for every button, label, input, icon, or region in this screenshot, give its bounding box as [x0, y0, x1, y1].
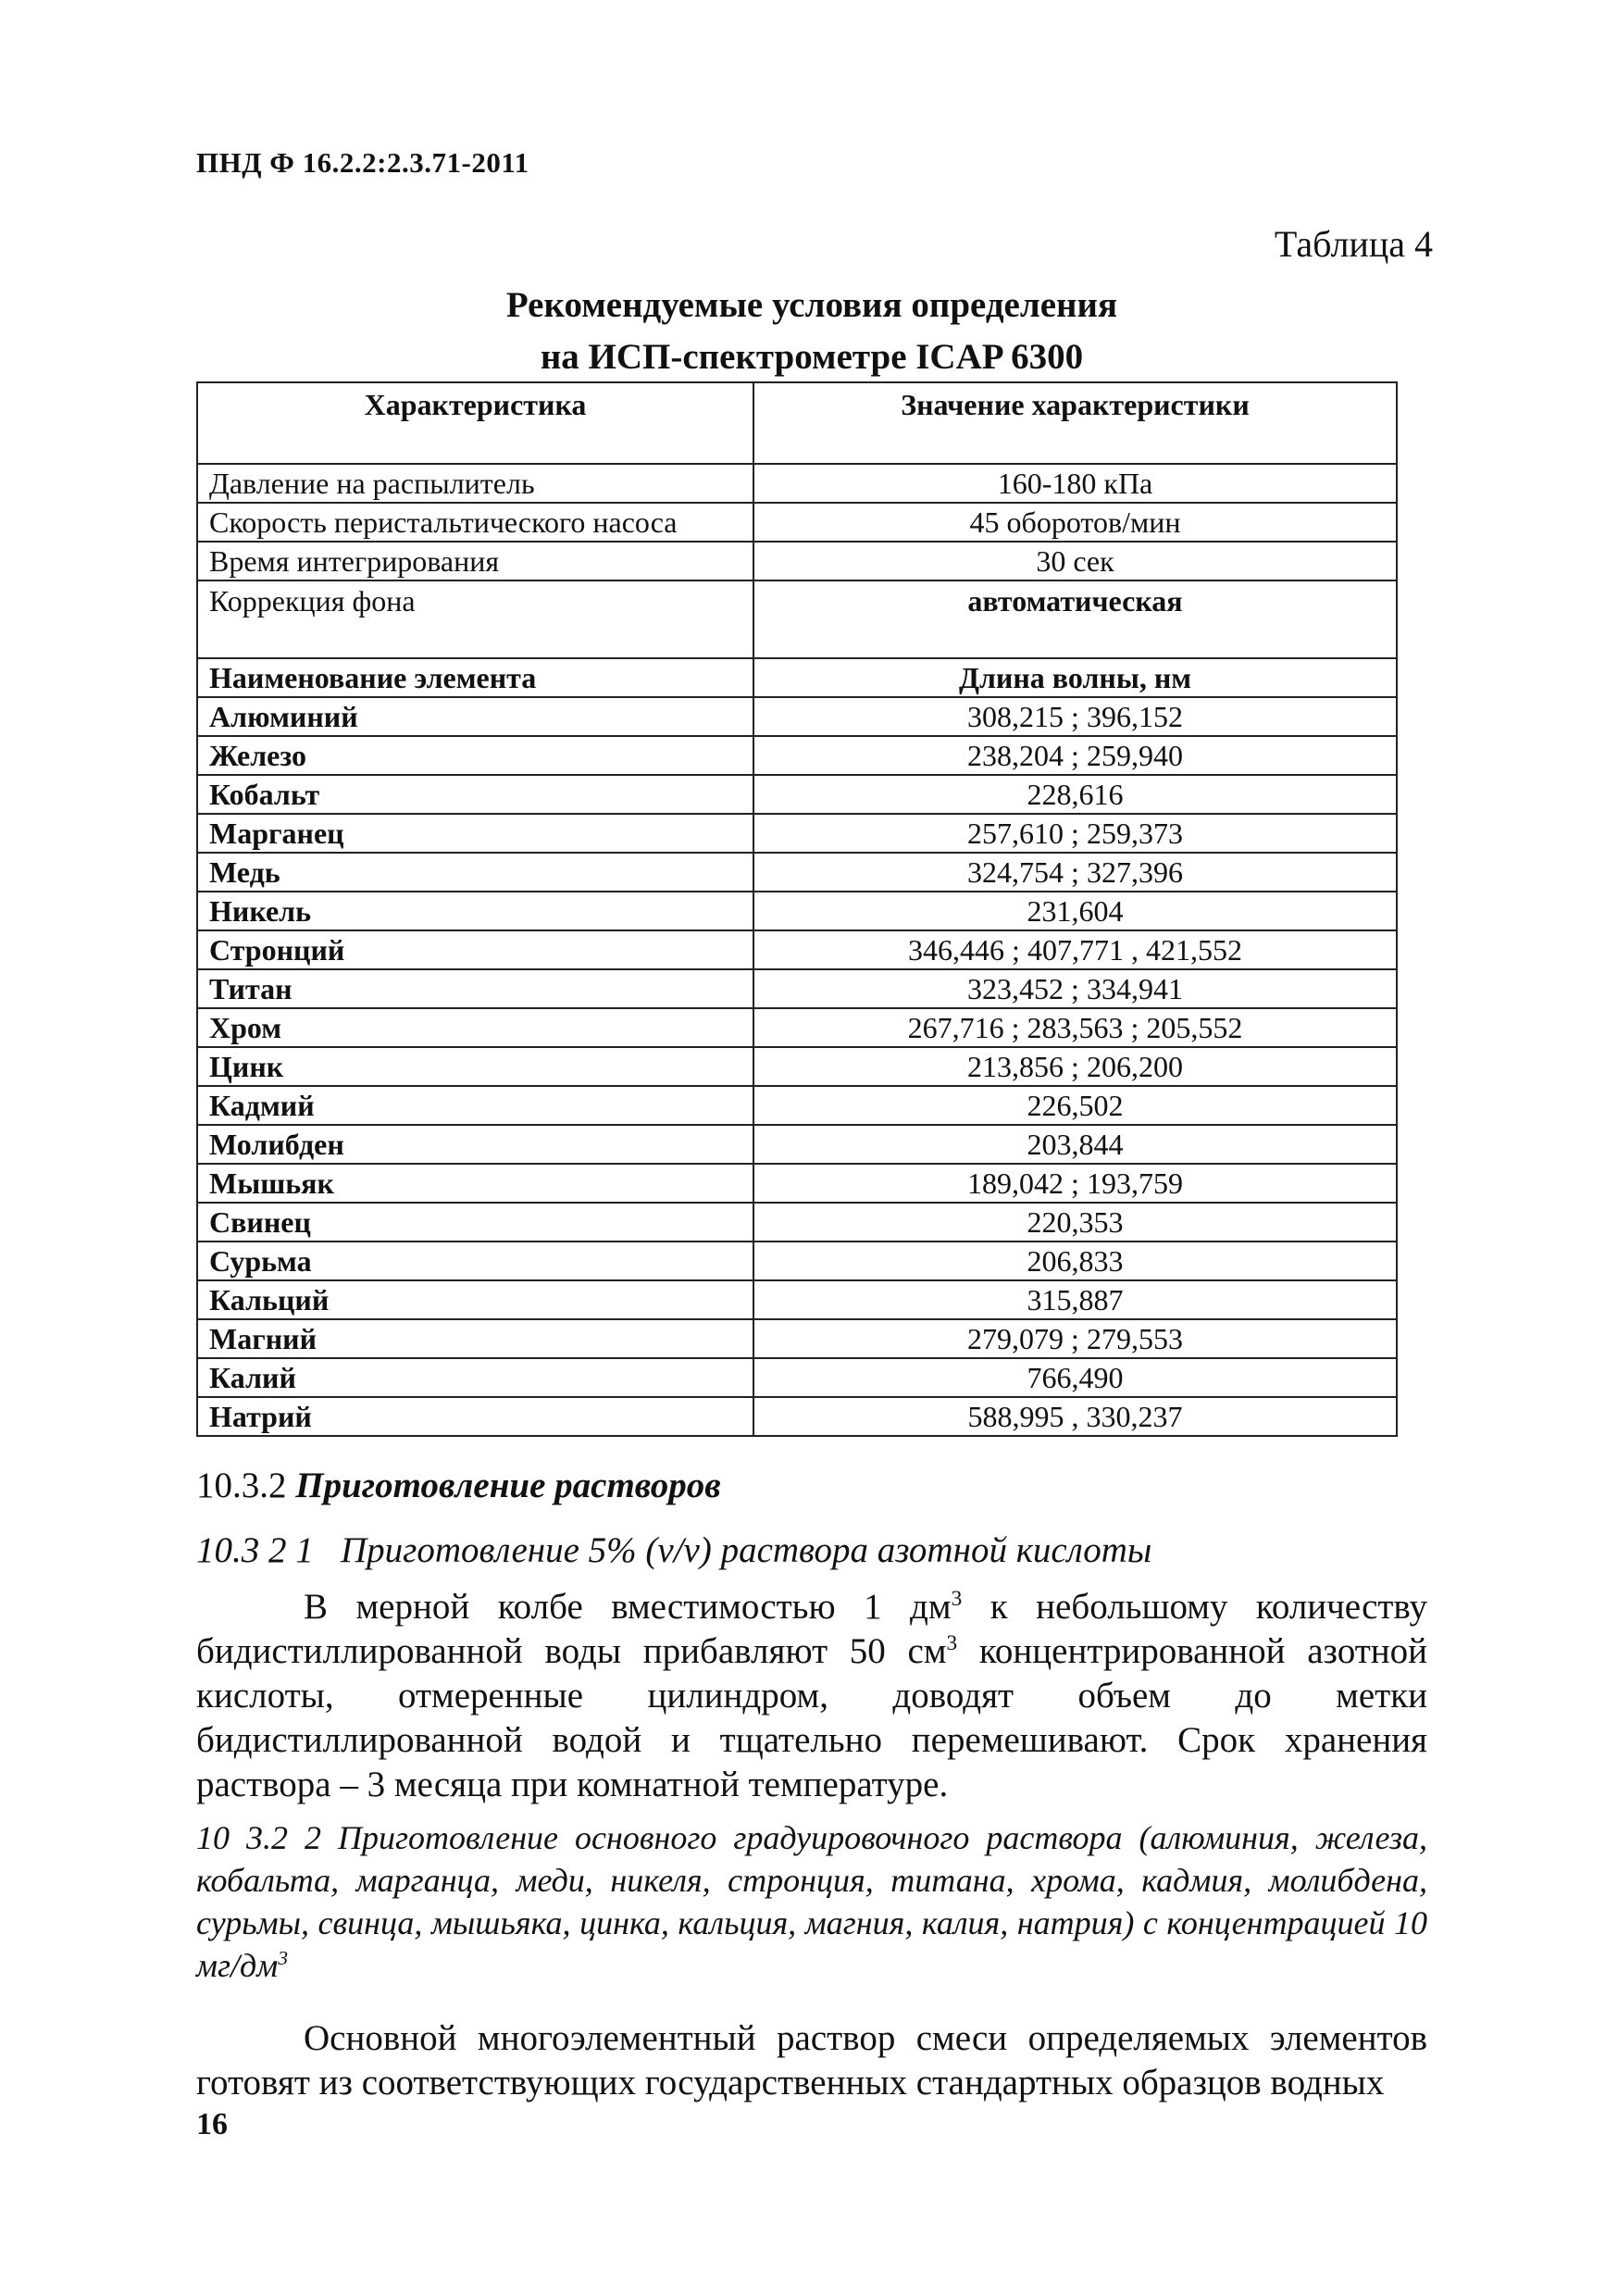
- table-cell-name: Коррекция фона: [197, 580, 753, 658]
- table-cell-value: 226,502: [753, 1086, 1397, 1125]
- para-text: В мерной колбе вместимостью 1 дм: [304, 1587, 952, 1627]
- table-cell-name: Алюминий: [197, 697, 753, 736]
- table-cell-value: 231,604: [753, 892, 1397, 930]
- table-body: [197, 382, 1397, 1436]
- table-row: [197, 1280, 1397, 1319]
- table-row: [197, 853, 1397, 892]
- table-row: [197, 892, 1397, 930]
- table-row: [197, 382, 1397, 464]
- table-cell-name: Цинк: [197, 1047, 753, 1086]
- table-cell-value: 189,042 ; 193,759: [753, 1164, 1397, 1203]
- table-cell-value: 346,446 ; 407,771 , 421,552: [753, 930, 1397, 969]
- table-row: [197, 969, 1397, 1008]
- table-cell-name: Никель: [197, 892, 753, 930]
- table-row: [197, 814, 1397, 853]
- para-text: концентрированной азотной кислоты, отмеренные цилиндром, доводят объем до метки бидистиллированной водой и тщательно перемешивают. Срок хранения раствора – 3 месяца при комнатной температуре.: [196, 1631, 1427, 1804]
- table-row: [197, 697, 1397, 736]
- table-cell-name: Свинец: [197, 1203, 753, 1242]
- section-number: 10.3.2: [196, 1466, 287, 1505]
- table-cell-name: Наименование элемента: [197, 658, 753, 697]
- table-cell-value: автоматическая: [753, 580, 1397, 658]
- superscript: 3: [278, 1947, 289, 1969]
- page-number: 16: [196, 2107, 228, 2141]
- table-cell-value: 206,833: [753, 1242, 1397, 1280]
- table-row: [197, 1008, 1397, 1047]
- table-row: [197, 658, 1397, 697]
- table-row: [197, 1319, 1397, 1358]
- table-title-line2: на ИСП-спектрометре ICAP 6300: [540, 337, 1084, 377]
- table-cell-value: 30 сек: [753, 542, 1397, 580]
- conditions-table: [196, 381, 1398, 1437]
- table-cell-value: 257,610 ; 259,373: [753, 814, 1397, 853]
- table-cell-value: 308,215 ; 396,152: [753, 697, 1397, 736]
- table-row: [197, 503, 1397, 542]
- table-row: [197, 930, 1397, 969]
- superscript: 3: [946, 1631, 958, 1655]
- table-cell-name: Железо: [197, 736, 753, 775]
- table-cell-name: Скорость перистальтического насоса: [197, 503, 753, 542]
- table-cell-value: 324,754 ; 327,396: [753, 853, 1397, 892]
- table-cell-value: 279,079 ; 279,553: [753, 1319, 1397, 1358]
- table-cell-name: Натрий: [197, 1397, 753, 1436]
- table-row: [197, 542, 1397, 580]
- table-cell-value: 267,716 ; 283,563 ; 205,552: [753, 1008, 1397, 1047]
- table-cell-name: Титан: [197, 969, 753, 1008]
- table-row: [197, 775, 1397, 814]
- table-row: [197, 1358, 1397, 1397]
- paragraph-stock-solution: Основной многоэлементный раствор смеси определяемых элементов готовят из соответствующих государственных стандартных образцов водных: [196, 2018, 1427, 2103]
- table-cell-value: Значение характеристики: [753, 382, 1397, 464]
- table-cell-name: Марганец: [197, 814, 753, 853]
- table-title-line1: Рекомендуемые условия определения: [505, 285, 1118, 325]
- section-number: 10.3 2 1: [196, 1530, 314, 1570]
- table-row: [197, 1242, 1397, 1280]
- table-row: [197, 736, 1397, 775]
- table-cell-value: 45 оборотов/мин: [753, 503, 1397, 542]
- para-text: к небольшому количеству бидистиллированной воды прибавляют 50 см: [196, 1587, 1428, 1671]
- section-title: Приготовление растворов: [295, 1466, 721, 1505]
- table-label: Таблица 4: [1274, 223, 1433, 265]
- table-row: [197, 1203, 1397, 1242]
- table-cell-name: Хром: [197, 1008, 753, 1047]
- superscript: 3: [951, 1587, 963, 1611]
- table-cell-value: Длина волны, нм: [753, 658, 1397, 697]
- table-cell-name: Характеристика: [197, 382, 753, 464]
- section-10-3-2-1-heading: [196, 1529, 1151, 1571]
- table-cell-value: 220,353: [753, 1203, 1397, 1242]
- table-cell-name: Кальций: [197, 1280, 753, 1319]
- table-cell-value: 323,452 ; 334,941: [753, 969, 1397, 1008]
- table-cell-name: Кобальт: [197, 775, 753, 814]
- table-cell-name: Молибден: [197, 1125, 753, 1164]
- table-cell-name: Калий: [197, 1358, 753, 1397]
- table-cell-name: Мышьяк: [197, 1164, 753, 1203]
- table-cell-name: Кадмий: [197, 1086, 753, 1125]
- paragraph-nitric-acid: [196, 1585, 1427, 1807]
- table-cell-value: 588,995 , 330,237: [753, 1397, 1397, 1436]
- table-cell-value: 228,616: [753, 775, 1397, 814]
- table-cell-name: Магний: [197, 1319, 753, 1358]
- table-cell-value: 238,204 ; 259,940: [753, 736, 1397, 775]
- table-cell-name: Сурьма: [197, 1242, 753, 1280]
- section-10-3-2-heading: [196, 1465, 721, 1506]
- table-row: [197, 1397, 1397, 1436]
- section-10-3-2-2-heading: [196, 1816, 1427, 1987]
- section-title: Приготовление 5% (v/v) раствора азотной кислоты: [341, 1530, 1152, 1570]
- table-row: [197, 1047, 1397, 1086]
- table-cell-name: Давление на распылитель: [197, 464, 753, 503]
- table-title: [196, 280, 1427, 383]
- table-cell-value: 203,844: [753, 1125, 1397, 1164]
- document-code: ПНД Ф 16.2.2:2.3.71-2011: [196, 146, 529, 179]
- table-cell-name: Стронций: [197, 930, 753, 969]
- table-cell-value: 315,887: [753, 1280, 1397, 1319]
- table-cell-value: 766,490: [753, 1358, 1397, 1397]
- table-cell-name: Время интегрирования: [197, 542, 753, 580]
- table-cell-value: 160-180 кПа: [753, 464, 1397, 503]
- table-row: [197, 1125, 1397, 1164]
- table-row: [197, 580, 1397, 658]
- table-cell-value: 213,856 ; 206,200: [753, 1047, 1397, 1086]
- table-row: [197, 1164, 1397, 1203]
- table-cell-name: Медь: [197, 853, 753, 892]
- para-text: 10 3.2 2 Приготовление основного градуировочного раствора (алюминия, железа, кобальта, марганца, меди, никеля, стронция, титана, хрома, кадмия, молибдена, сурьмы, свинца, мышьяка, цинка, кальция, магния, калия, натрия) с концентрацией 10 мг/дм: [196, 1819, 1427, 1984]
- table-row: [197, 464, 1397, 503]
- table-row: [197, 1086, 1397, 1125]
